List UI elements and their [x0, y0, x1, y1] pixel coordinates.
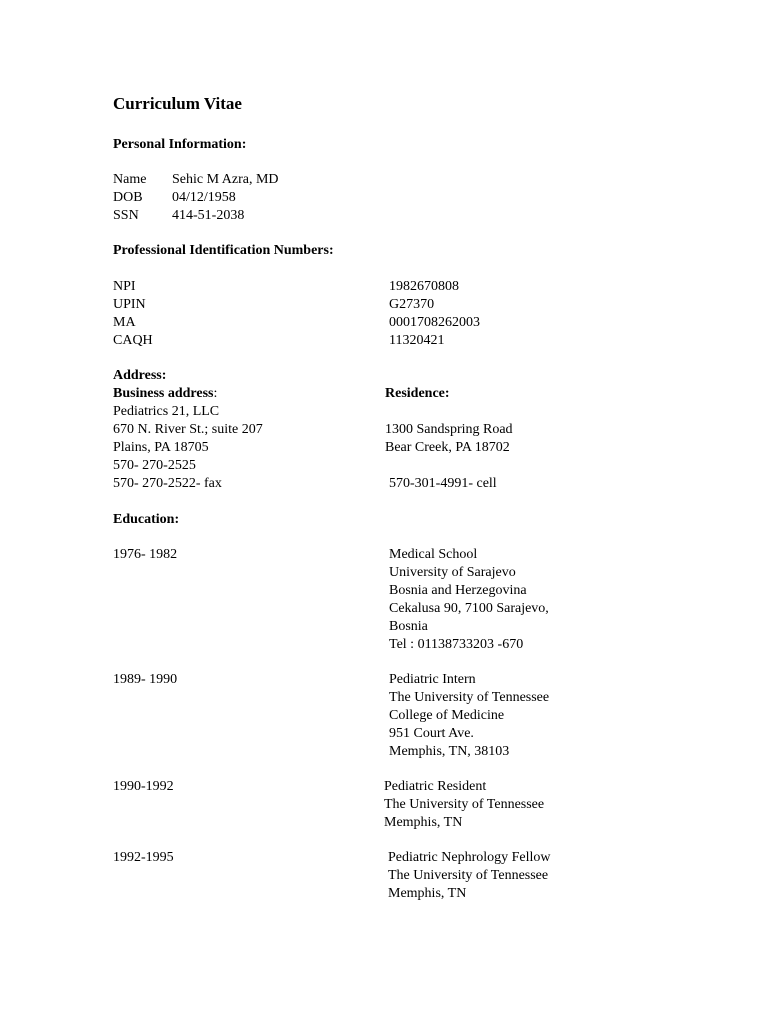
education-line: University of Sarajevo: [389, 565, 516, 580]
education-entry: [389, 546, 549, 654]
residence-heading: Residence:: [385, 386, 450, 401]
document-title: Curriculum Vitae: [113, 94, 242, 113]
caqh-value: 11320421: [389, 333, 445, 348]
education-line: Pediatric Resident: [384, 779, 487, 794]
upin-label: UPIN: [113, 297, 146, 312]
education-line: Medical School: [389, 547, 478, 562]
personal-info-heading: Personal Information:: [113, 137, 247, 152]
residence-cell-phone: 570-301-4991- cell: [389, 476, 497, 491]
address-heading: Address:: [113, 368, 167, 383]
caqh-label: CAQH: [113, 333, 153, 348]
business-line: Plains, PA 18705: [113, 440, 209, 455]
dob-value: 04/12/1958: [172, 190, 236, 205]
business-address-label: [113, 385, 217, 403]
residence-line: 1300 Sandspring Road: [385, 422, 513, 437]
id-values: [389, 278, 480, 350]
business-phone: 570- 270-2525: [113, 458, 196, 473]
education-entry: [388, 849, 551, 903]
business-fax: 570- 270-2522- fax: [113, 476, 222, 491]
npi-label: NPI: [113, 279, 136, 294]
education-heading: Education:: [113, 512, 180, 527]
ma-label: MA: [113, 315, 136, 330]
ssn-value: 414-51-2038: [172, 208, 245, 223]
business-address-colon: :: [213, 386, 218, 401]
education-entry: [389, 671, 549, 761]
npi-value: 1982670808: [389, 279, 459, 294]
ma-value: 0001708262003: [389, 315, 480, 330]
education-years: 1990-1992: [113, 779, 174, 794]
education-line: Bosnia: [389, 619, 428, 634]
education-line: Memphis, TN, 38103: [389, 744, 510, 759]
business-line: Pediatrics 21, LLC: [113, 404, 220, 419]
education-line: Bosnia and Herzegovina: [389, 583, 527, 598]
upin-value: G27370: [389, 297, 435, 312]
dob-label: DOB: [113, 190, 143, 205]
education-years: 1976- 1982: [113, 547, 178, 562]
name-value: Sehic M Azra, MD: [172, 172, 279, 187]
education-entry: [384, 778, 544, 832]
residence-lines: [385, 421, 513, 457]
ssn-label: SSN: [113, 208, 139, 223]
education-years: 1989- 1990: [113, 672, 178, 687]
business-address-lines: [113, 403, 263, 493]
business-address-text: Business address: [113, 386, 214, 401]
education-line: Memphis, TN: [384, 815, 463, 830]
residence-line: Bear Creek, PA 18702: [385, 440, 510, 455]
education-line: Pediatric Intern: [389, 672, 476, 687]
personal-labels: [113, 171, 146, 225]
name-label: Name: [113, 172, 147, 187]
professional-ids-heading: Professional Identification Numbers:: [113, 243, 334, 258]
business-line: 670 N. River St.; suite 207: [113, 422, 263, 437]
id-labels: [113, 278, 153, 350]
education-line: Pediatric Nephrology Fellow: [388, 850, 551, 865]
education-line: 951 Court Ave.: [389, 726, 474, 741]
education-line: College of Medicine: [389, 708, 505, 723]
personal-values: [172, 171, 279, 225]
education-line: Tel : 01138733203 -670: [389, 637, 524, 652]
education-line: The University of Tennessee: [384, 797, 545, 812]
education-line: The University of Tennessee: [388, 868, 549, 883]
education-line: The University of Tennessee: [389, 690, 550, 705]
education-line: Cekalusa 90, 7100 Sarajevo,: [389, 601, 549, 616]
education-years: 1992-1995: [113, 850, 174, 865]
education-line: Memphis, TN: [388, 886, 467, 901]
